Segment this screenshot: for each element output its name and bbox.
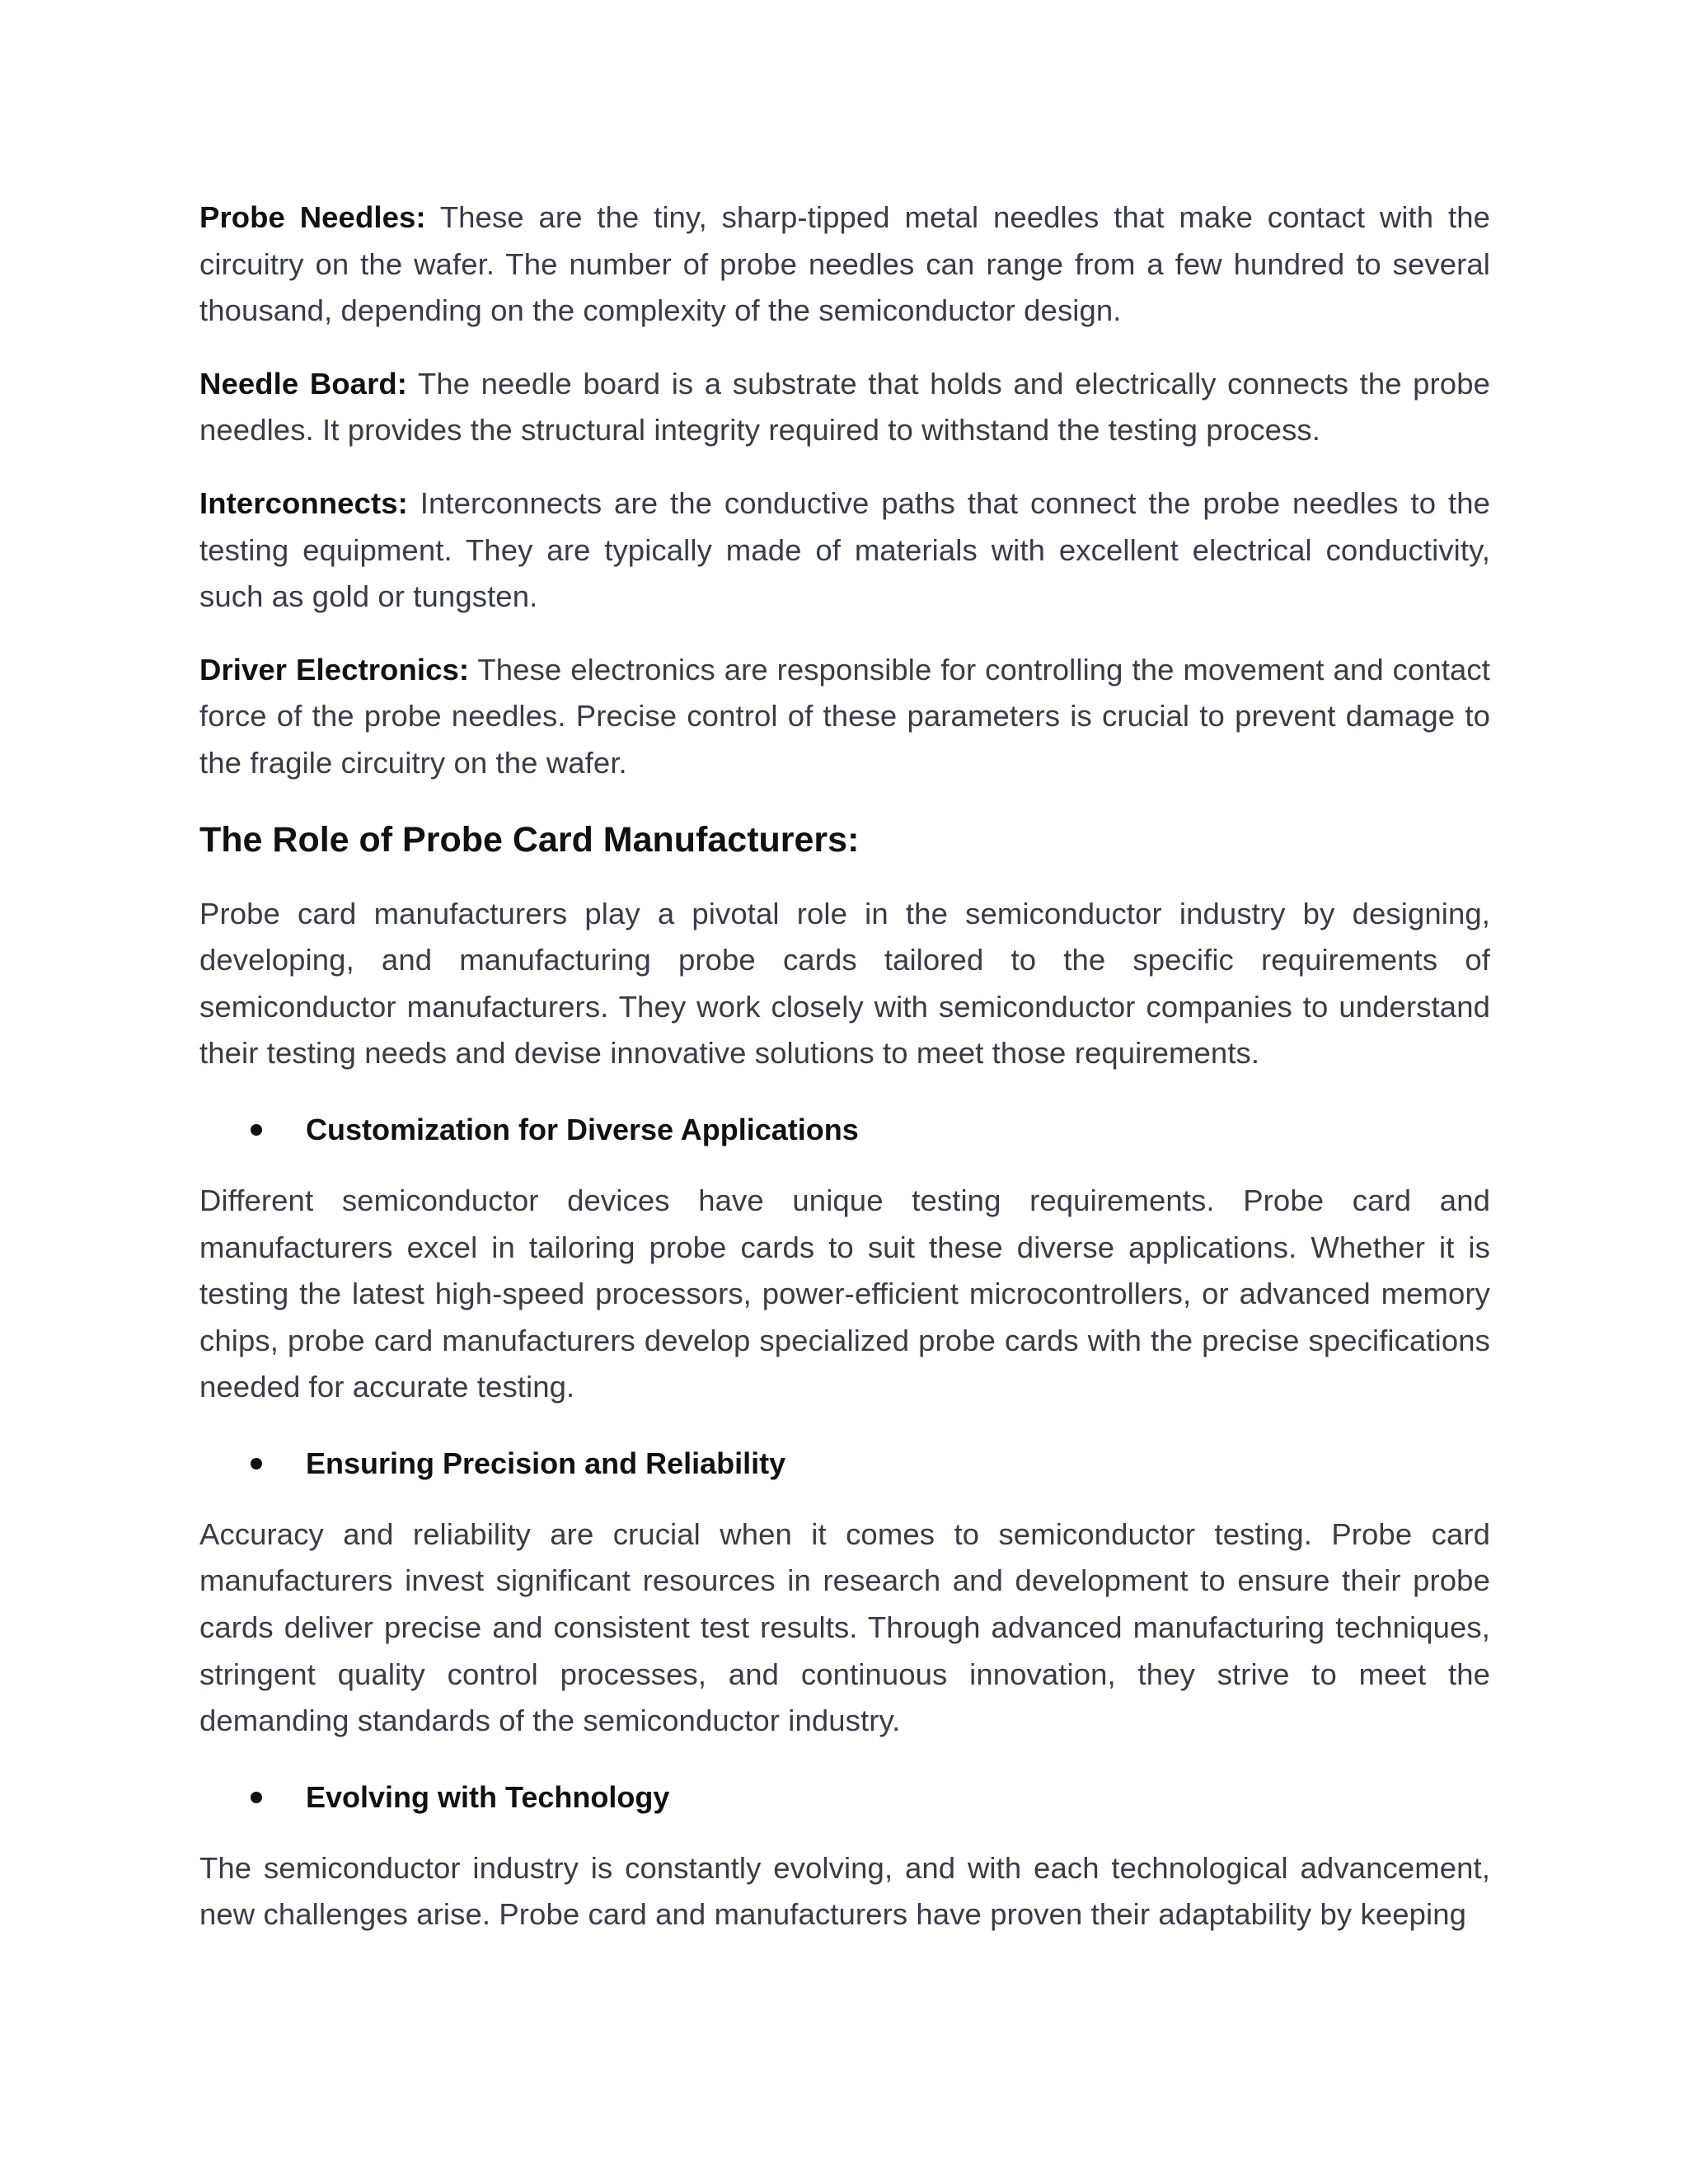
definition-probe-needles [199, 194, 1490, 335]
bullet-heading-technology [251, 1774, 1490, 1821]
definition-text: These electronics are responsible for controlling the movement and contact force of the probe needles. Precise control of these parameters is crucial to prevent damage to the fragile circuitry on the wafer. [199, 652, 1490, 780]
bullet-icon [251, 1458, 262, 1469]
subsection-text-customization: Different semiconductor devices have unique testing requirements. Probe card and manufacturers excel in tailoring probe cards to suit these diverse applications. Whether it is testing the latest high-speed processors, power-efficient microcontrollers, or advanced memory chips, probe card manufacturers develop specialized probe cards with the precise specifications needed for accurate testing. [199, 1183, 1490, 1404]
bullet-heading-label: Evolving with Technology [306, 1779, 670, 1814]
bullet-icon [251, 1124, 262, 1136]
definition-term: Interconnects: [199, 485, 408, 520]
definition-term: Driver Electronics: [199, 652, 470, 687]
definition-term: Probe Needles: [199, 200, 426, 234]
document-page [199, 194, 1490, 1938]
definition-text: The needle board is a substrate that holds and electrically connects the probe needles. It provides the structural integrity required to withstand the testing process. [199, 366, 1490, 448]
bullet-heading-customization [251, 1107, 1490, 1153]
bullet-heading-label: Customization for Diverse Applications [306, 1112, 859, 1146]
definition-interconnects [199, 480, 1490, 621]
section-intro: Probe card manufacturers play a pivotal role in the semiconductor industry by designing, developing, and manufacturing probe cards tailored to the specific requirements of semiconductor manufacturers. They work closely with semiconductor companies to understand their testing needs and devise innovative solutions to meet those requirements. [199, 896, 1490, 1071]
definition-needle-board [199, 361, 1490, 454]
definition-text: Interconnects are the conductive paths that connect the probe needles to the testing equipment. They are typically made of materials with excellent electrical conductivity, such as gold or tungsten. [199, 485, 1491, 614]
bullet-heading-label: Ensuring Precision and Reliability [306, 1446, 786, 1480]
subsection-text-technology: The semiconductor industry is constantly evolving, and with each technological advancement, new challenges arise. Probe card and manufacturers have proven their adaptability by keeping [199, 1850, 1490, 1932]
bullet-heading-precision [251, 1441, 1490, 1487]
definition-term: Needle Board: [199, 366, 408, 401]
section-title: The Role of Probe Card Manufacturers: [199, 819, 860, 860]
bullet-icon [251, 1792, 262, 1803]
definition-driver-electronics [199, 647, 1490, 787]
definition-text: These are the tiny, sharp-tipped metal needles that make contact with the circuitry on the wafer. The number of probe needles can range from a few hundred to several thousand, depending on the complexity of the semiconductor design. [199, 200, 1490, 328]
subsection-text-precision: Accuracy and reliability are crucial when it comes to semiconductor testing. Probe card manufacturers invest significant resources in research and development to ensure their probe cards deliver precise and consistent test results. Through advanced manufacturing techniques, stringent quality control processes, and continuous innovation, they strive to meet the demanding standards of the semiconductor industry. [199, 1516, 1490, 1738]
